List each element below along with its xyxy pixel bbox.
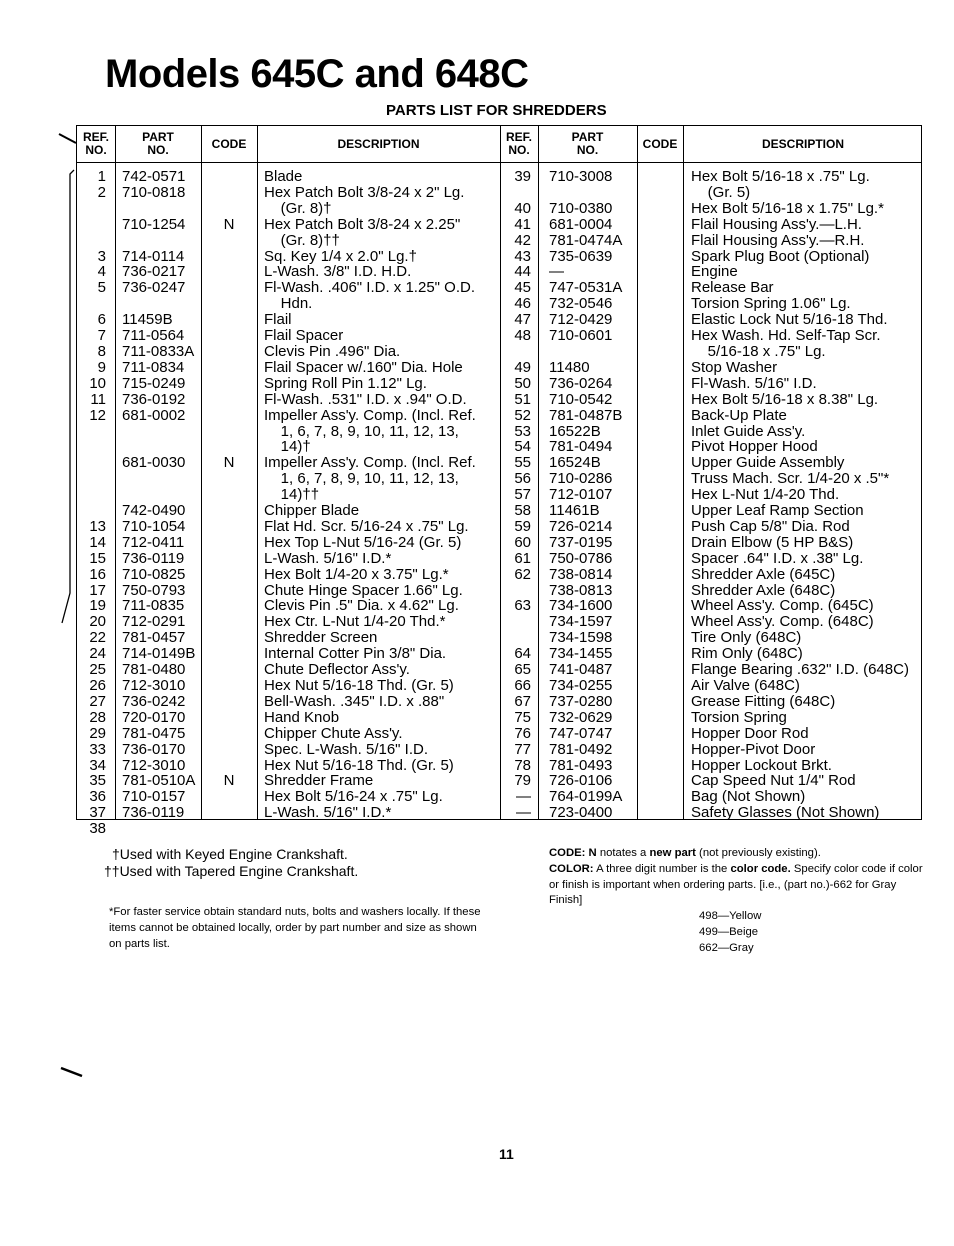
header-part-line1: PART	[571, 130, 604, 144]
code-text-1: notates a	[596, 847, 650, 859]
header-description-label: DESCRIPTION	[337, 136, 420, 151]
header-code-label: CODE	[642, 136, 678, 151]
header-divider	[77, 162, 921, 163]
header-ref-line2: NO.	[85, 143, 107, 157]
color-code-yellow: 498—Yellow	[699, 910, 762, 923]
left-part-column: 742-0571 710-0818 710-1254 714-0114 736-0217 736-0247 11459B 711-0564 711-0833A 711-0834 715-0249 736-0192 681-0002 681-0030 742-0490 710-1054 712-0411 736-0119 710-0825 750-0793 711-0835 712-0291 781-0457 714-0149B 781-0480 712-3010 736-0242 720-0170 781-0475 736-0170 712-3010 781-0510A 710-0157 736-0119	[122, 168, 196, 822]
header-description-label: DESCRIPTION	[761, 136, 844, 151]
header-description	[257, 126, 500, 162]
header-part-no	[115, 126, 201, 162]
header-ref-line1: REF.	[82, 130, 109, 144]
header-code-label: CODE	[211, 136, 247, 151]
header-part-line1: PART	[142, 130, 174, 144]
footnote-keyed: †Used with Keyed Engine Crankshaft.	[112, 846, 348, 862]
header-ref-no	[77, 126, 115, 162]
color-code-beige: 499—Beige	[699, 925, 759, 938]
color-label: COLOR:	[549, 862, 594, 875]
margin-mark-bottom	[60, 1066, 84, 1078]
right-description-column: Hex Bolt 5/16-18 x .75" Lg. (Gr. 5) Hex Bolt 5/16-18 x 1.75" Lg.* Flail Housing Ass'y.—L.H. Flail Housing Ass'y.—R.H. Spark Plug Boot (Optional) Engine Release Bar Torsion Spring 1.06" Lg. Elastic Lock Nut 5/16-18 Thd. Hex Wash. Hd. Self-Tap Scr. 5/16-18 x .75" Lg. Stop Washer Fl-Wash. 5/16" I.D. Hex Bolt 5/16-18 x 8.38" Lg. Back-Up Plate Inlet Guide Ass'y. Pivot Hopper Hood Upper Guide Assembly Truss Mach. Scr. 1/4-20 x .5"* Hex L-Nut 1/4-20 Thd. Upper Leaf Ramp Section Push Cap 5/8" Dia. Rod Drain Elbow (5 HP B&S) Spacer .64" I.D. x .38" Lg. Shredder Axle (645C) Shredder Axle (648C) Wheel Ass'y. Comp. (645C) Wheel Ass'y. Comp. (648C) Tire Only (648C) Rim Only (648C) Flange Bearing .632" I.D. (648C) Air Valve (648C) Grease Fitting (648C) Torsion Spring Hopper Door Rod Hopper-Pivot Door Hopper Lockout Brkt. Cap Speed Nut 1/4" Rod Bag (Not Shown) Safety Glasses (Not Shown)	[691, 168, 909, 822]
color-definition	[549, 862, 924, 909]
left-ref-column: 1 2 3 4 5 6 7 8 9 10 11 12 13 14 15 16 17 19 20 22 24 25 26 27 28 29 33 34 35 36 37 38	[89, 168, 106, 838]
color-code-gray: 662—Gray	[699, 941, 754, 954]
header-description	[683, 126, 923, 162]
page-subtitle: PARTS LIST FOR SHREDDERS	[386, 102, 607, 119]
margin-bracket	[58, 168, 78, 628]
page-title: Models 645C and 648C	[105, 52, 529, 96]
footnote-tapered: ††Used with Tapered Engine Crankshaft.	[104, 863, 359, 879]
footnote-hardware: *For faster service obtain standard nuts, bolts and washers locally. If these items cannot be obtained locally, order by part number and size as shown on parts list.	[109, 906, 481, 950]
code-legend	[549, 846, 924, 957]
color-text-2: Specify color code if color or finish is important when ordering parts. [i.e., (part no.)-662 for Gray Finish]	[549, 862, 923, 907]
col-divider	[115, 126, 116, 819]
margin-mark-top	[58, 130, 78, 144]
header-part-line2: NO.	[147, 143, 169, 157]
code-definition	[549, 846, 924, 862]
header-code	[201, 126, 257, 162]
header-ref-line2: NO.	[508, 143, 530, 157]
col-divider	[683, 126, 684, 819]
col-divider	[538, 126, 539, 819]
code-new-part: new part	[649, 847, 696, 859]
left-code-column: N N N	[223, 215, 235, 790]
parts-table	[76, 125, 922, 838]
color-text-1: A three digit number is the	[593, 862, 731, 875]
header-code	[637, 126, 683, 162]
header-ref-no	[500, 126, 538, 162]
color-code-term: color code.	[730, 862, 791, 875]
header-part-no	[538, 126, 637, 162]
header-part-line2: NO.	[576, 143, 599, 157]
page-number: 11	[499, 1146, 514, 1162]
col-divider	[637, 126, 638, 819]
code-label: CODE: N	[549, 847, 597, 859]
header-ref-line1: REF.	[505, 130, 532, 144]
code-text-2: (not previously existing).	[695, 847, 821, 859]
left-description-column: Blade Hex Patch Bolt 3/8-24 x 2" Lg. (Gr. 8)† Hex Patch Bolt 3/8-24 x 2.25" (Gr. 8)†† Sq. Key 1/4 x 2.0" Lg.† L-Wash. 3/8" I.D. H.D. Fl-Wash. .406" I.D. x 1.25" O.D. Hdn. Flail Flail Spacer Clevis Pin .496" Dia. Flail Spacer w/.160" Dia. Hole Spring Roll Pin 1.12" Lg. Fl-Wash. .531" I.D. x .94" O.D. Impeller Ass'y. Comp. (Incl. Ref. 1, 6, 7, 8, 9, 10, 11, 12, 13, 14)† Impeller Ass'y. Comp. (Incl. Ref. 1, 6, 7, 8, 9, 10, 11, 12, 13, 14)†† Chipper Blade Flat Hd. Scr. 5/16-24 x .75" Lg. Hex Top L-Nut 5/16-24 (Gr. 5) L-Wash. 5/16" I.D.* Hex Bolt 1/4-20 x 3.75" Lg.* Chute Hinge Spacer 1.66" Lg. Clevis Pin .5" Dia. x 4.62" Lg. Hex Ctr. L-Nut 1/4-20 Thd.* Shredder Screen Internal Cotter Pin 3/8" Dia. Chute Deflector Ass'y. Hex Nut 5/16-18 Thd. (Gr. 5) Bell-Wash. .345" I.D. x .88" Hand Knob Chipper Chute Ass'y. Spec. L-Wash. 5/16" I.D. Hex Nut 5/16-18 Thd. (Gr. 5) Shredder Frame Hex Bolt 5/16-24 x .75" Lg. L-Wash. 5/16" I.D.*	[264, 168, 476, 822]
col-divider	[257, 126, 258, 819]
right-ref-column: 39 40 41 42 43 44 45 46 47 48 49 50 51 52 53 54 55 56 57 58 59 60 61 62 63 64 65 66 67 75 76 77 78 79 — —	[514, 168, 531, 822]
right-part-column: 710-3008 710-0380 681-0004 781-0474A 735-0639 — 747-0531A 732-0546 712-0429 710-0601 11480 736-0264 710-0542 781-0487B 16522B 781-0494 16524B 710-0286 712-0107 11461B 726-0214 737-0195 750-0786 738-0814 738-0813 734-1600 734-1597 734-1598 734-1455 741-0487 734-0255 737-0280 732-0629 747-0747 781-0492 781-0493 726-0106 764-0199A 723-0400	[549, 168, 623, 822]
